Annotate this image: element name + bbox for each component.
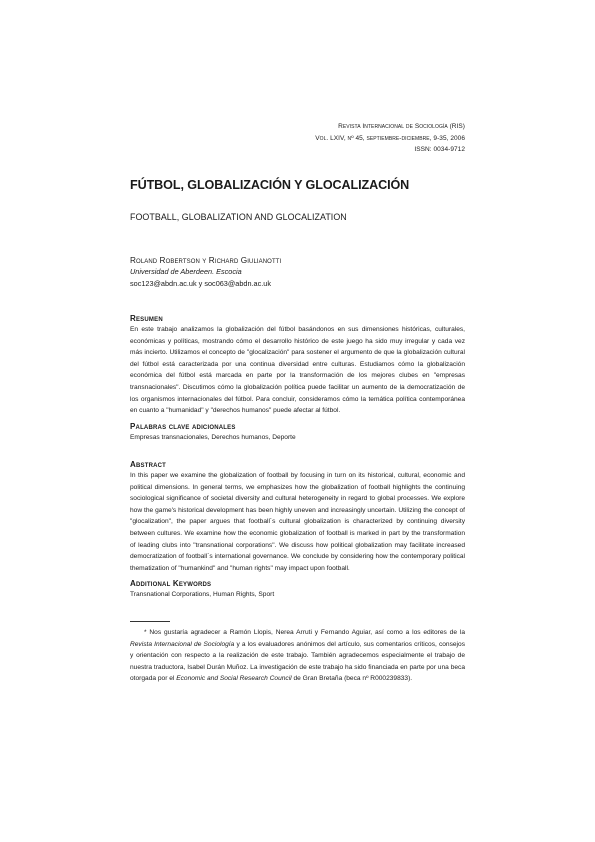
footnote-text-part3: de Gran Bretaña (beca nº R000239833). bbox=[291, 675, 413, 683]
journal-issn: ISSN: 0034-9712 bbox=[414, 146, 465, 153]
author-affiliation: Universidad de Aberdeen. Escocia bbox=[130, 267, 242, 277]
author-names: Roland Robertson y Richard Giulianotti bbox=[130, 256, 282, 265]
palabras-clave-heading: Palabras clave adicionales bbox=[130, 422, 236, 431]
author-block bbox=[130, 255, 465, 289]
footnote-text-part2: y a los evaluadores anónimos del artículo, sus comentarios críticos, consejos y orientación con respecto a la realización de este trabajo. También agradecemos especialmente el trabajo de nuestra traductora, Isabel Durán Muñoz. La investigación de este trabajo ha sido financiada en parte por una beca otorgada por el bbox=[130, 640, 465, 683]
footnote-divider bbox=[130, 621, 170, 622]
footnote-journal-title: Revista Internacional de Sociología bbox=[130, 640, 235, 648]
resumen-text: En este trabajo analizamos la globalización del fútbol basándonos en sus dimensiones históricas, culturales, económicas y políticas, mostrando cómo el desarrollo histórico de este juego ha sido muy irregular y cada vez más incierto. Utilizamos el concepto de "glocalización" para sostener el argumento de que la globalización cultural del fútbol está caracterizada por una continua diversidad entre culturas. Estudiamos cómo la globalización económica del fútbol está marcada en parte por la transformación de los mejores clubes en "empresas transnacionales". Discutimos cómo la globalización política puede facilitar un aumento de la democratización de los organismos internacionales del fútbol. Para concluir, consideramos cómo la temática política contemporánea en cuanto a "humanidad" y "derechos humanos" puede afectar al fútbol. bbox=[130, 326, 465, 415]
abstract-text: In this paper we examine the globalization of football by focusing in turn on its historical, cultural, economic and political dimensions. In general terms, we emphasizes how the globalization of football highlights the continuing sociological significance of societal diversity and cultural heterogeneity in regard to global processes. We explore how the game's historical development has been highly uneven and increasingly uncertain. Utilizing the concept of "glocalization", the paper argues that football´s cultural globalization is characterized by continuing diversity between cultures. We examine how the economic globalization of football is marked in part by the transformation of leading clubs into "transnational corporations". We discuss how political globalization may facilitate increased democratization of football´s international governance. We conclude by considering how the contemporary political thematization of "humankind" and "human rights" may impact upon football. bbox=[130, 472, 465, 572]
palabras-clave-text: Empresas transnacionales, Derechos humanos, Deporte bbox=[130, 434, 296, 441]
abstract-section bbox=[130, 459, 465, 574]
journal-issue: Vol. LXIV, nº 45, septiembre-diciembre, 9-35, 2006 bbox=[315, 134, 465, 142]
article-title: FÚTBOL, GLOBALIZACIÓN Y GLOCALIZACIÓN bbox=[130, 178, 410, 192]
additional-keywords-section bbox=[130, 578, 465, 601]
additional-keywords-heading: Additional Keywords bbox=[130, 579, 212, 588]
footnote-council-name: Economic and Social Research Council bbox=[176, 675, 292, 683]
palabras-clave-section bbox=[130, 421, 465, 444]
additional-keywords-text: Transnational Corporations, Human Rights, Sport bbox=[130, 591, 275, 598]
footnote-text-part1: * Nos gustaría agradecer a Ramón Llopis, Nerea Arruti y Fernando Aguiar, así como a los editores de la bbox=[144, 629, 465, 636]
resumen-heading: Resumen bbox=[130, 314, 163, 323]
footnote bbox=[130, 627, 465, 685]
journal-name: Revista Internacional de Sociología (RIS) bbox=[338, 123, 465, 130]
resumen-section bbox=[130, 313, 465, 417]
abstract-heading: Abstract bbox=[130, 460, 167, 469]
article-title-english: FOOTBALL, GLOBALIZATION AND GLOCALIZATION bbox=[130, 212, 347, 222]
author-emails: soc123@abdn.ac.uk y soc063@abdn.ac.uk bbox=[130, 278, 271, 288]
journal-header bbox=[165, 121, 465, 156]
